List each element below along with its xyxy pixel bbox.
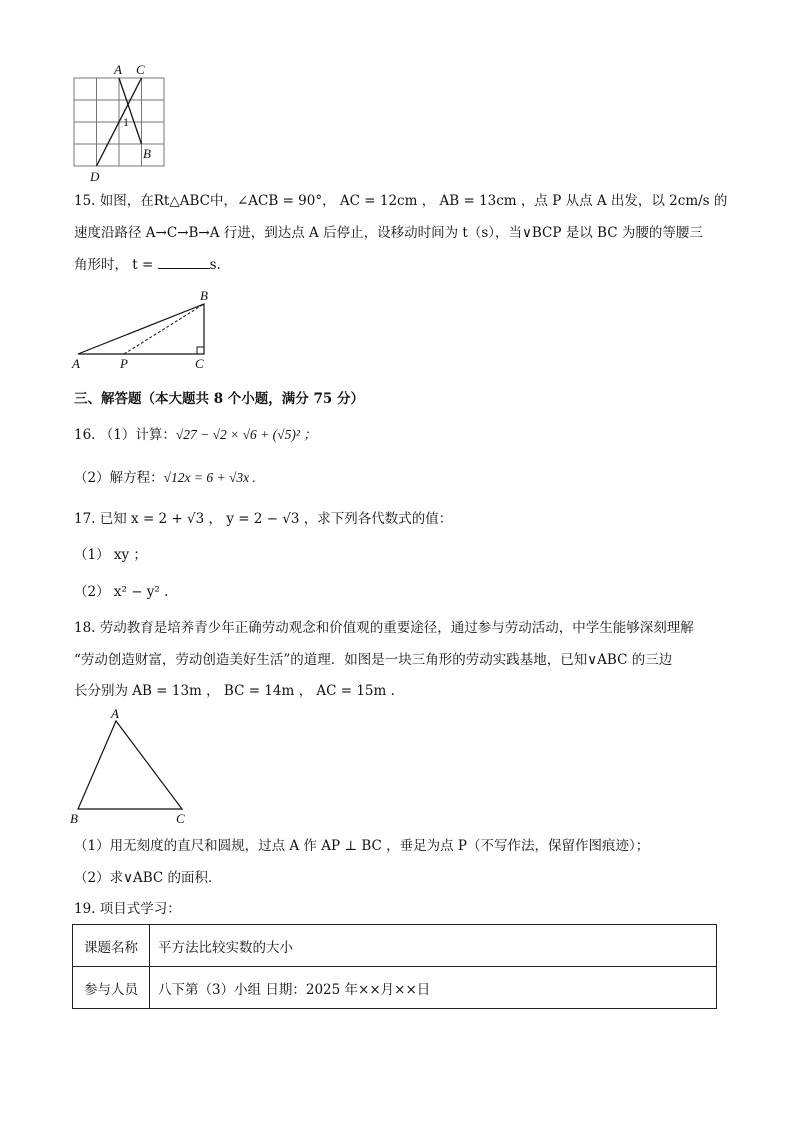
q16-part-1-prefix: 16. （1）计算： [74, 427, 176, 443]
q19-stem: 19. 项目式学习： [74, 901, 181, 917]
table-row [73, 967, 717, 1009]
project-table [72, 924, 717, 1009]
q16-part-1 [74, 426, 317, 444]
label-d: D [90, 169, 100, 184]
q18-line-1: 18. 劳动教育是培养青少年正确劳动观念和价值观的重要途径，通过参与劳动活动，中学生能够深刻理解 [74, 620, 694, 636]
q18-part-2: （2）求∨ABC 的面积． [74, 870, 222, 886]
segment-bp [124, 304, 204, 354]
answer-blank [158, 256, 210, 269]
triangle-abc [78, 721, 182, 809]
q17-part-2: （2） x² − y² . [74, 584, 169, 600]
q15-line-3-prefix: 角形时， t = [74, 257, 158, 273]
label-b: B [70, 811, 78, 826]
q18-line-3: 长分别为 AB = 13m ， BC = 14m ， AC = 15m . [74, 683, 395, 699]
label-a: A [114, 62, 122, 77]
q18-part-1: （1）用无刻度的直尺和圆规，过点 A 作 AP ⊥ BC ，垂足为点 P（不写作法，保留作图痕迹）； [74, 838, 650, 854]
q15-line-1: 15. 如图，在Rt△ABC中，∠ACB = 90°， AC = 12cm ， AB = 13cm ，点 P 从点 A 出发，以 2cm/s 的 [74, 193, 728, 209]
right-angle-mark [197, 347, 204, 354]
q18-line-2: “劳动创造财富，劳动创造美好生活”的道理．如图是一块三角形的劳动实践基地，已知∨ABC 的三边 [74, 652, 673, 668]
q16-part-2-prefix: （2）解方程： [74, 470, 164, 486]
triangle-figure [66, 705, 196, 827]
label-p: P [120, 356, 128, 371]
label-a: A [72, 356, 80, 371]
q15-line-3-suffix: s. [209, 257, 221, 273]
table-row [73, 925, 717, 967]
table-key-cell: 课题名称 [73, 925, 150, 967]
table-value-cell: 平方法比较实数的大小 [150, 925, 717, 967]
section-heading: 三、解答题（本大题共 8 个小题，满分 75 分） [74, 391, 364, 407]
label-c: C [136, 62, 145, 77]
table-value-cell: 八下第（3）小组 日期：2025 年××月××日 [150, 967, 717, 1009]
label-angle-1: 1 [123, 115, 129, 129]
q17-part-1: （1） xy ； [74, 547, 147, 563]
triangle-abc-figure [66, 286, 226, 374]
table-key-cell: 参与人员 [73, 967, 150, 1009]
q15-line-2: 速度沿路径 A→C→B→A 行进，到达点 A 后停止，设移动时间为 t（s），当∨BCP 是以 BC 为腰的等腰三 [74, 225, 703, 241]
triangle-abc [78, 304, 204, 354]
label-c: C [195, 356, 204, 371]
q15-line-3 [74, 256, 221, 274]
label-b: B [143, 146, 151, 161]
q16-part-1-expression: √27 − √2 × √6 + (√5)² ； [175, 427, 317, 442]
label-c: C [176, 811, 185, 826]
segment-ab [119, 78, 142, 144]
label-b: B [200, 288, 208, 303]
label-a: A [111, 706, 119, 721]
q17-stem: 17. 已知 x = 2 + √3 ， y = 2 − √3 ，求下列各代数式的值： [74, 511, 453, 527]
q16-part-2 [74, 469, 256, 487]
q16-part-2-expression: √12x = 6 + √3x . [163, 470, 256, 485]
grid-figure [70, 60, 170, 185]
